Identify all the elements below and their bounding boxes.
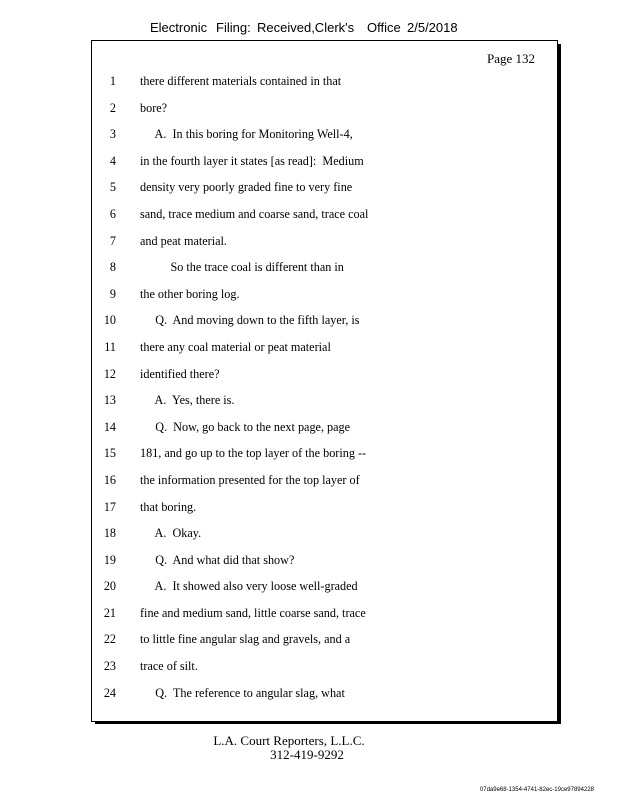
line-number: 8 — [109, 260, 116, 275]
line-text: there different materials contained in that — [140, 74, 342, 88]
transcript-line — [92, 468, 557, 495]
line-number: 20 — [103, 579, 116, 594]
line-text: to little fine angular slag and gravels, and a — [140, 632, 351, 647]
line-number: 24 — [103, 685, 116, 700]
transcript-line — [92, 308, 557, 335]
transcript-line — [92, 362, 557, 389]
transcript-line — [92, 69, 557, 96]
line-text: Q. And what did that show? — [140, 552, 295, 567]
transcript-line — [92, 96, 557, 123]
line-text: fine and medium sand, little coarse sand, trace — [140, 605, 366, 620]
line-number: 13 — [103, 393, 116, 408]
transcript-page — [91, 40, 558, 722]
line-text: 181, and go up to the top layer of the boring -- — [140, 446, 367, 461]
line-number: 17 — [103, 499, 116, 514]
transcript-lines — [92, 69, 557, 707]
line-text: density very poorly graded fine to very fine — [140, 180, 353, 195]
transcript-line — [92, 122, 557, 149]
line-number: 12 — [103, 366, 116, 381]
transcript-line — [92, 255, 557, 282]
line-text: So the trace coal is different than in — [140, 260, 344, 275]
transcript-line — [92, 521, 557, 548]
line-text: there any coal material or peat material — [140, 339, 331, 354]
page-number: Page 132 — [486, 51, 535, 66]
line-number: 14 — [103, 419, 116, 434]
transcript-line — [92, 654, 557, 681]
line-text: A. It showed also very loose well-graded — [140, 579, 358, 594]
transcript-line — [92, 149, 557, 176]
line-number: 18 — [103, 526, 116, 541]
transcript-line — [92, 202, 557, 229]
header-date: 2/5/2018 — [407, 20, 458, 35]
line-text: sand, trace medium and coarse sand, trace coal — [140, 206, 369, 221]
line-text: A. Okay. — [140, 526, 202, 541]
transcript-line — [92, 574, 557, 601]
line-text: Q. The reference to angular slag, what — [140, 685, 345, 700]
footer-company: L.A. Court Reporters, L.L.C. — [213, 733, 365, 748]
line-text: Q. And moving down to the fifth layer, is — [140, 313, 360, 328]
transcript-line — [92, 627, 557, 654]
transcript-line — [92, 441, 557, 468]
line-text: identified there? — [140, 366, 220, 381]
line-text: bore? — [140, 100, 168, 115]
line-number: 15 — [103, 446, 116, 461]
transcript-line — [92, 495, 557, 522]
line-number: 19 — [103, 552, 116, 567]
line-number: 11 — [104, 339, 116, 354]
transcript-line — [92, 335, 557, 362]
header-electronic: Electronic — [150, 20, 208, 35]
line-text: Q. Now, go back to the next page, page — [140, 419, 351, 434]
line-number: 6 — [109, 206, 116, 221]
transcript-line — [92, 175, 557, 202]
transcript-line — [92, 388, 557, 415]
header-filing: Filing: — [216, 20, 251, 35]
line-text: the other boring log. — [140, 286, 240, 301]
line-number: 4 — [109, 153, 116, 168]
filing-header — [0, 16, 618, 40]
line-text: A. Yes, there is. — [140, 393, 235, 408]
line-number: 9 — [109, 286, 116, 301]
page-shadow-right — [558, 44, 561, 723]
transcript-line — [92, 415, 557, 442]
transcript-line — [92, 282, 557, 309]
transcript-line — [92, 681, 557, 708]
line-text: in the fourth layer it states [as read]: Medium — [140, 153, 364, 168]
line-number: 1 — [109, 74, 116, 88]
footer-phone: 312-419-9292 — [270, 747, 344, 762]
line-number: 16 — [103, 472, 116, 487]
line-number: 3 — [109, 127, 116, 142]
line-text: the information presented for the top layer of — [140, 472, 360, 487]
line-number: 10 — [103, 313, 116, 328]
line-text: trace of silt. — [140, 659, 198, 674]
line-number: 21 — [103, 605, 116, 620]
header-office: Office — [367, 20, 401, 35]
line-number: 2 — [109, 100, 116, 115]
line-number: 22 — [103, 632, 116, 647]
line-number: 7 — [109, 233, 116, 248]
line-text: that boring. — [140, 499, 197, 514]
line-text: A. In this boring for Monitoring Well-4, — [140, 127, 353, 142]
line-text: and peat material. — [140, 233, 227, 248]
document-id: 07da9e68-1354-4741-82ec-19ce97894228 — [479, 787, 594, 793]
line-number: 23 — [103, 659, 116, 674]
header-received-clerks: Received,Clerk's — [257, 20, 355, 35]
transcript-line — [92, 601, 557, 628]
line-number: 5 — [109, 180, 116, 195]
transcript-line — [92, 548, 557, 575]
transcript-line — [92, 229, 557, 256]
